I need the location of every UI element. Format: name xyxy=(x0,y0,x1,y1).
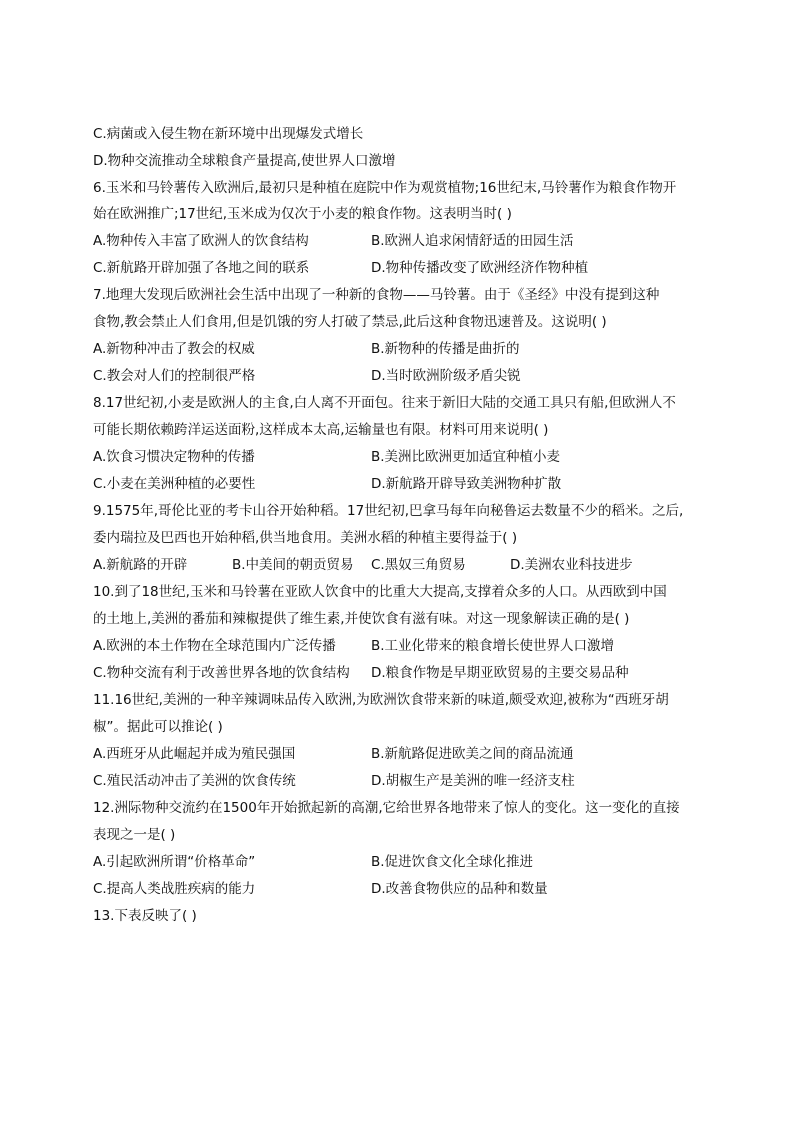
question-8-option-c: C.小麦在美洲种植的必要性 xyxy=(93,476,256,492)
question-11-option-b: B.新航路促进欧美之间的商品流通 xyxy=(371,746,574,762)
question-12-option-d: D.改善食物供应的品种和数量 xyxy=(371,881,548,897)
question-6-option-a: A.物种传入丰富了欧洲人的饮食结构 xyxy=(93,233,309,249)
question-9-stem-line2: 委内瑞拉及巴西也开始种稻,供当地食用。美洲水稻的种植主要得益于( ) xyxy=(93,530,518,546)
question-7-option-d: D.当时欧洲阶级矛盾尖锐 xyxy=(371,368,521,384)
question-12-option-b: B.促进饮食文化全球化推进 xyxy=(371,854,534,870)
question-10-stem-line1: 10.到了18世纪,玉米和马铃薯在亚欧人饮食中的比重大大提高,支撑着众多的人口。从西欧到中国 xyxy=(93,584,667,600)
question-9-option-d: D.美洲农业科技进步 xyxy=(510,557,633,573)
question-10-option-d: D.粮食作物是早期亚欧贸易的主要交易品种 xyxy=(371,665,629,681)
question-11-option-d: D.胡椒生产是美洲的唯一经济支柱 xyxy=(371,773,575,789)
question-11-stem-line2: 椒”。据此可以推论( ) xyxy=(93,719,223,735)
question-8-option-d: D.新航路开辟导致美洲物种扩散 xyxy=(371,476,562,492)
question-7-option-b: B.新物种的传播是曲折的 xyxy=(371,341,520,357)
question-10-option-c: C.物种交流有利于改善世界各地的饮食结构 xyxy=(93,665,350,681)
question-6-option-d: D.物种传播改变了欧洲经济作物种植 xyxy=(371,260,589,276)
question-12-option-a: A.引起欧洲所谓“价格革命” xyxy=(93,854,256,870)
question-6-stem-line1: 6.玉米和马铃薯传入欧洲后,最初只是种植在庭院中作为观赏植物;16世纪末,马铃薯作为粮食作物开 xyxy=(93,180,677,196)
option-d-prev: D.物种交流推动全球粮食产量提高,使世界人口激增 xyxy=(93,153,396,169)
question-7-option-c: C.教会对人们的控制很严格 xyxy=(93,368,256,384)
question-8-stem-line1: 8.17世纪初,小麦是欧洲人的主食,白人离不开面包。往来于新旧大陆的交通工具只有船,但欧洲人不 xyxy=(93,395,676,411)
question-7-stem-line2: 食物,教会禁止人们食用,但是饥饿的穷人打破了禁忌,此后这种食物迅速普及。这说明( ) xyxy=(93,314,607,330)
question-8-option-b: B.美洲比欧洲更加适宜种植小麦 xyxy=(371,449,561,465)
question-8-stem-line2: 可能长期依赖跨洋运送面粉,这样成本太高,运输量也有限。材料可用来说明( ) xyxy=(93,422,549,438)
question-10-option-a: A.欧洲的本土作物在全球范围内广泛传播 xyxy=(93,638,336,654)
question-11-stem-line1: 11.16世纪,美洲的一种辛辣调味品传入欧洲,为欧洲饮食带来新的味道,颇受欢迎,被称为“西班牙胡 xyxy=(93,692,669,708)
question-8-option-a: A.饮食习惯决定物种的传播 xyxy=(93,449,255,465)
question-12-option-c: C.提高人类战胜疾病的能力 xyxy=(93,881,256,897)
question-7-stem-line1: 7.地理大发现后欧洲社会生活中出现了一种新的食物——马铃薯。由于《圣经》中没有提到这种 xyxy=(93,287,660,303)
question-9-option-c: C.黑奴三角贸易 xyxy=(371,557,466,573)
question-9-option-a: A.新航路的开辟 xyxy=(93,557,188,573)
question-6-option-c: C.新航路开辟加强了各地之间的联系 xyxy=(93,260,310,276)
question-10-stem-line2: 的土地上,美洲的番茄和辣椒提供了维生素,并使饮食有滋有味。对这一现象解读正确的是( ) xyxy=(93,611,630,627)
question-9-stem-line1: 9.1575年,哥伦比亚的考卡山谷开始种稻。17世纪初,巴拿马每年向秘鲁运去数量不少的稻米。之后, xyxy=(93,503,684,519)
question-6-option-b: B.欧洲人追求闲情舒适的田园生活 xyxy=(371,233,574,249)
question-7-option-a: A.新物种冲击了教会的权威 xyxy=(93,341,255,357)
question-9-option-b: B.中美间的朝贡贸易 xyxy=(232,557,354,573)
question-13-stem: 13.下表反映了( ) xyxy=(93,908,197,924)
question-6-stem-line2: 始在欧洲推广;17世纪,玉米成为仅次于小麦的粮食作物。这表明当时( ) xyxy=(93,206,512,222)
question-12-stem-line2: 表现之一是( ) xyxy=(93,827,176,843)
question-12-stem-line1: 12.洲际物种交流约在1500年开始掀起新的高潮,它给世界各地带来了惊人的变化。这一变化的直接 xyxy=(93,800,680,816)
question-11-option-a: A.西班牙从此崛起并成为殖民强国 xyxy=(93,746,296,762)
option-c-prev: C.病菌或入侵生物在新环境中出现爆发式增长 xyxy=(93,126,364,142)
question-10-option-b: B.工业化带来的粮食增长使世界人口激增 xyxy=(371,638,615,654)
question-11-option-c: C.殖民活动冲击了美洲的饮食传统 xyxy=(93,773,296,789)
